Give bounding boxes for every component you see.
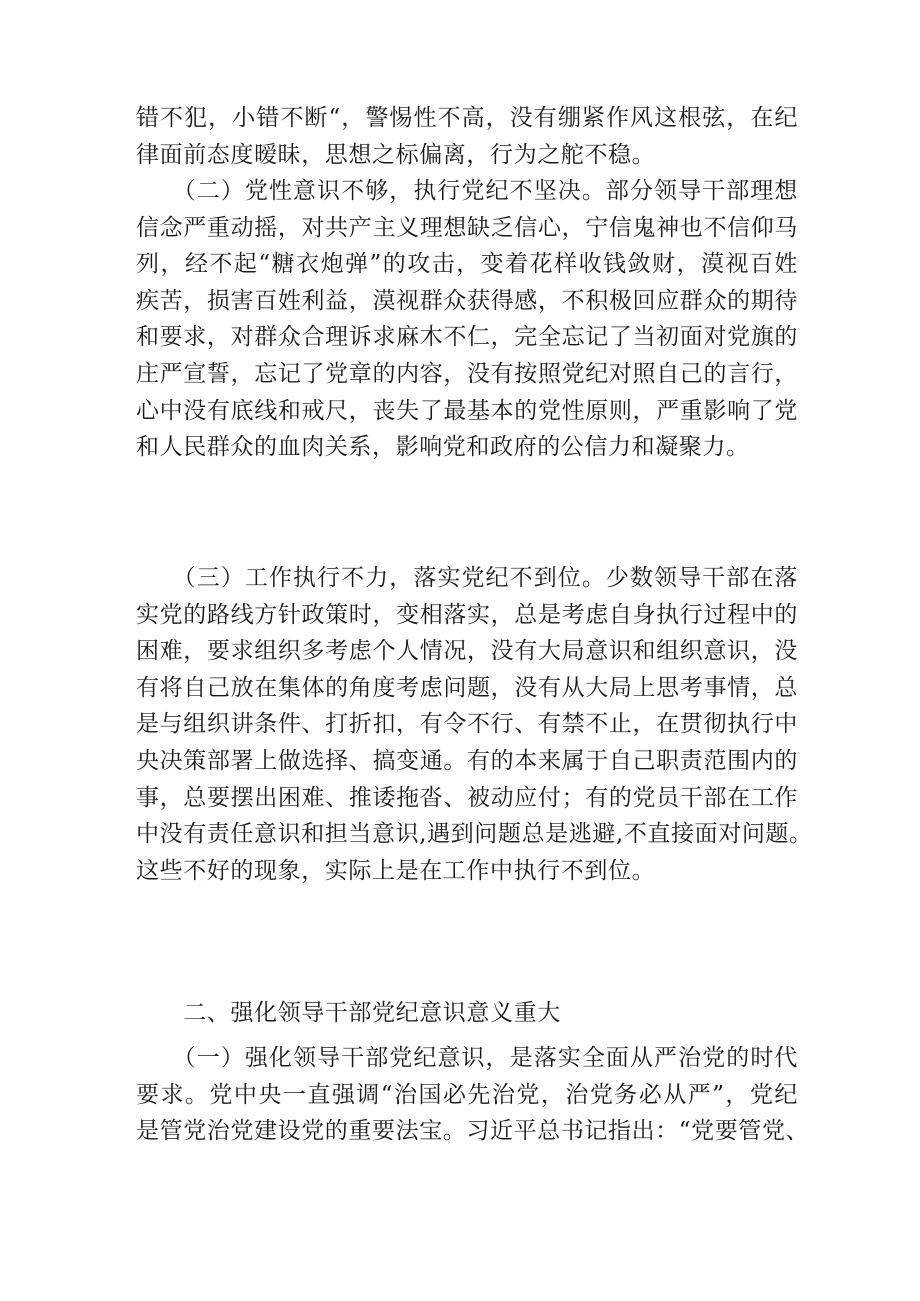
text-line: 信念严重动摇，对共产主义理想缺乏信心，宁信鬼神也不信仰马	[136, 214, 798, 241]
paragraph	[136, 560, 813, 889]
text-line: 疾苦，损害百姓利益，漠视群众获得感，不积极回应群众的期待	[136, 287, 798, 314]
text-line: 庄严宣誓，忘记了党章的内容，没有按照党纪对照自己的言行，	[136, 360, 798, 387]
text-line: 困难，要求组织多考虑个人情况，没有大局意识和组织意识，没	[136, 638, 798, 665]
text-line: 央决策部署上做选择、搞变通。有的本来属于自己职责范围内的	[136, 747, 798, 774]
text-line: （一）强化领导干部党纪意识，是落实全面从严治党的时代	[136, 1045, 798, 1071]
text-line: （二）党性意识不够，执行党纪不坚决。部分领导干部理想	[136, 178, 798, 204]
text-line: 列，经不起“糖衣炮弹”的攻击，变着花样收钱敛财，漠视百姓	[136, 251, 798, 278]
text-line: 和人民群众的血肉关系，影响党和政府的公信力和凝聚力。	[136, 434, 750, 461]
text-line: 和要求，对群众合理诉求麻木不仁，完全忘记了当初面对党旗的	[136, 324, 798, 351]
text-line: 是管党治党建设党的重要法宝。习近平总书记指出：“党要管党、	[136, 1118, 810, 1145]
text-line: 错不犯，小错不断“，警惕性不高，没有绷紧作风这根弦，在纪	[136, 105, 798, 131]
text-line: 这些不好的现象，实际上是在工作中执行不到位。	[136, 857, 656, 884]
text-line: 是与组织讲条件、打折扣，有令不行、有禁不止，在贯彻执行中	[136, 711, 798, 738]
paragraph	[136, 995, 798, 1032]
text-line: 律面前态度暧昧，思想之标偏离，行为之舵不稳。	[136, 141, 656, 168]
paragraph	[136, 100, 798, 173]
paragraph	[136, 1040, 810, 1150]
text-line: 实党的路线方针政策时，变相落实，总是考虑自身执行过程中的	[136, 601, 798, 628]
text-line: 事，总要摆出困难、推诿拖沓、被动应付；有的党员干部在工作	[136, 784, 798, 811]
paragraph	[136, 173, 798, 466]
text-line: 有将自己放在集体的角度考虑问题，没有从大局上思考事情，总	[136, 674, 798, 701]
text-line: 中没有责任意识和担当意识,遇到问题总是逃避,不直接面对问题。	[136, 821, 813, 848]
text-line: （三）工作执行不力，落实党纪不到位。少数领导干部在落	[136, 565, 798, 591]
text-line: 要求。党中央一直强调“治国必先治党，治党务必从严”，党纪	[136, 1081, 798, 1108]
text-line: 心中没有底线和戒尺，丧失了最基本的党性原则，严重影响了党	[136, 397, 798, 424]
text-line: 二、强化领导干部党纪意识意义重大	[136, 1000, 561, 1026]
